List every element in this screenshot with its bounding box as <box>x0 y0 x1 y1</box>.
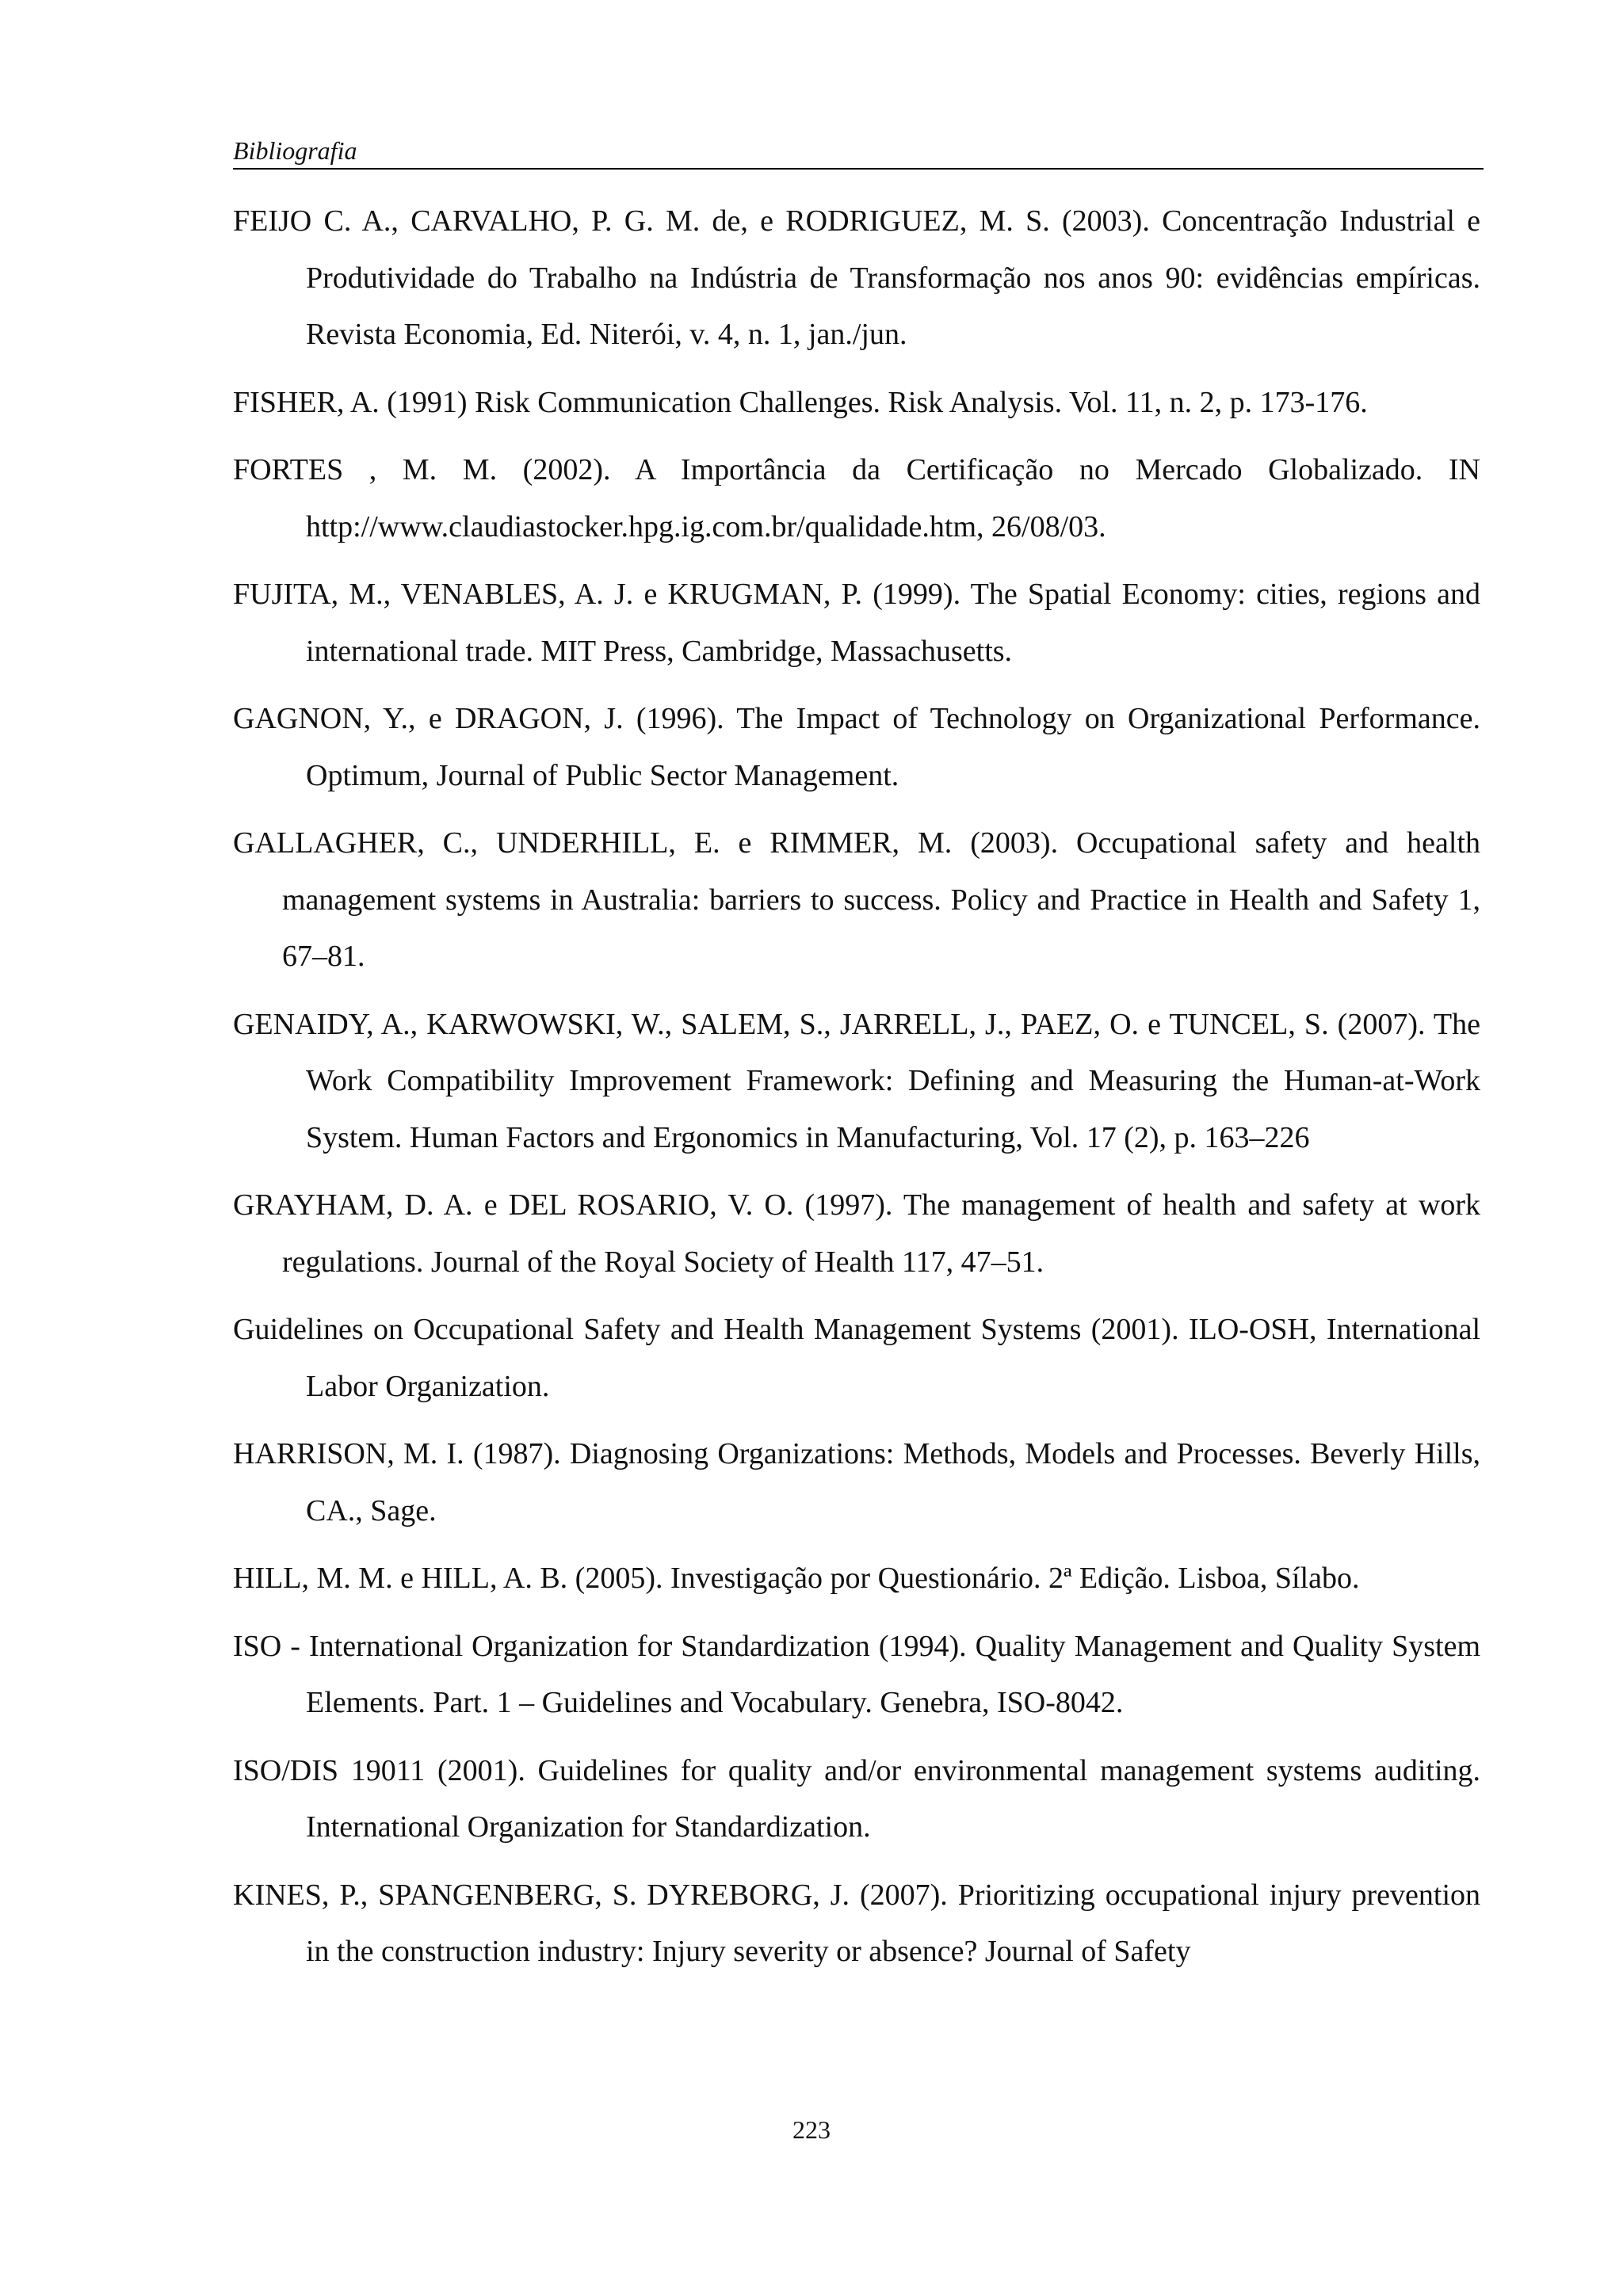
reference-item: GAGNON, Y., e DRAGON, J. (1996). The Impact of Technology on Organizational Performance. Optimum, Journal of Public Sector Management. <box>233 702 1480 792</box>
reference-item: GRAYHAM, D. A. e DEL ROSARIO, V. O. (1997). The management of health and safety at work regulations. Journal of the Royal Society of Health 117, 47–51. <box>233 1188 1480 1279</box>
reference-list <box>233 193 1480 1992</box>
reference-item: GALLAGHER, C., UNDERHILL, E. e RIMMER, M. (2003). Occupational safety and health management systems in Australia: barriers to success. Policy and Practice in Health and Safety 1, 67–81. <box>233 826 1480 973</box>
reference-item: ISO - International Organization for Standardization (1994). Quality Management and Quality System Elements. Part. 1 – Guidelines and Vocabulary. Genebra, ISO-8042. <box>233 1629 1480 1719</box>
reference-item: ISO/DIS 19011 (2001). Guidelines for quality and/or environmental management systems auditing. International Organization for Standardization. <box>233 1753 1480 1844</box>
reference-item: KINES, P., SPANGENBERG, S. DYREBORG, J. (2007). Prioritizing occupational injury prevention in the construction industry: Injury severity or absence? Journal of Safety <box>233 1878 1480 1968</box>
reference-item: FEIJO C. A., CARVALHO, P. G. M. de, e RODRIGUEZ, M. S. (2003). Concentração Industrial e Produtividade do Trabalho na Indústria de Transformação nos anos 90: evidências empíricas. Revista Economia, Ed. Niterói, v. 4, n. 1, jan./jun. <box>233 204 1480 351</box>
page-number: 223 <box>792 2115 831 2144</box>
running-header-title: Bibliografia <box>233 136 357 165</box>
reference-item: FISHER, A. (1991) Risk Communication Challenges. Risk Analysis. Vol. 11, n. 2, p. 173-176. <box>233 385 1368 419</box>
reference-item: HILL, M. M. e HILL, A. B. (2005). Investigação por Questionário. 2ª Edição. Lisboa, Sílabo. <box>233 1562 1360 1595</box>
running-header <box>233 132 1484 170</box>
reference-item: Guidelines on Occupational Safety and Health Management Systems (2001). ILO-OSH, International Labor Organization. <box>233 1313 1480 1403</box>
reference-item: HARRISON, M. I. (1987). Diagnosing Organizations: Methods, Models and Processes. Beverly Hills, CA., Sage. <box>233 1437 1480 1527</box>
reference-item: FUJITA, M., VENABLES, A. J. e KRUGMAN, P. (1999). The Spatial Economy: cities, regions and international trade. MIT Press, Cambridge, Massachusetts. <box>233 578 1480 668</box>
reference-item: GENAIDY, A., KARWOWSKI, W., SALEM, S., JARRELL, J., PAEZ, O. e TUNCEL, S. (2007). The Work Compatibility Improvement Framework: Defining and Measuring the Human-at-Work System. Human Factors and Ergonomics in Manufacturing, Vol. 17 (2), p. 163–226 <box>233 1007 1480 1154</box>
reference-item: FORTES , M. M. (2002). A Importância da Certificação no Mercado Globalizado. IN http://www.claudiastocker.hpg.ig.com.br/qualidade.htm, 26/08/03. <box>233 453 1480 543</box>
